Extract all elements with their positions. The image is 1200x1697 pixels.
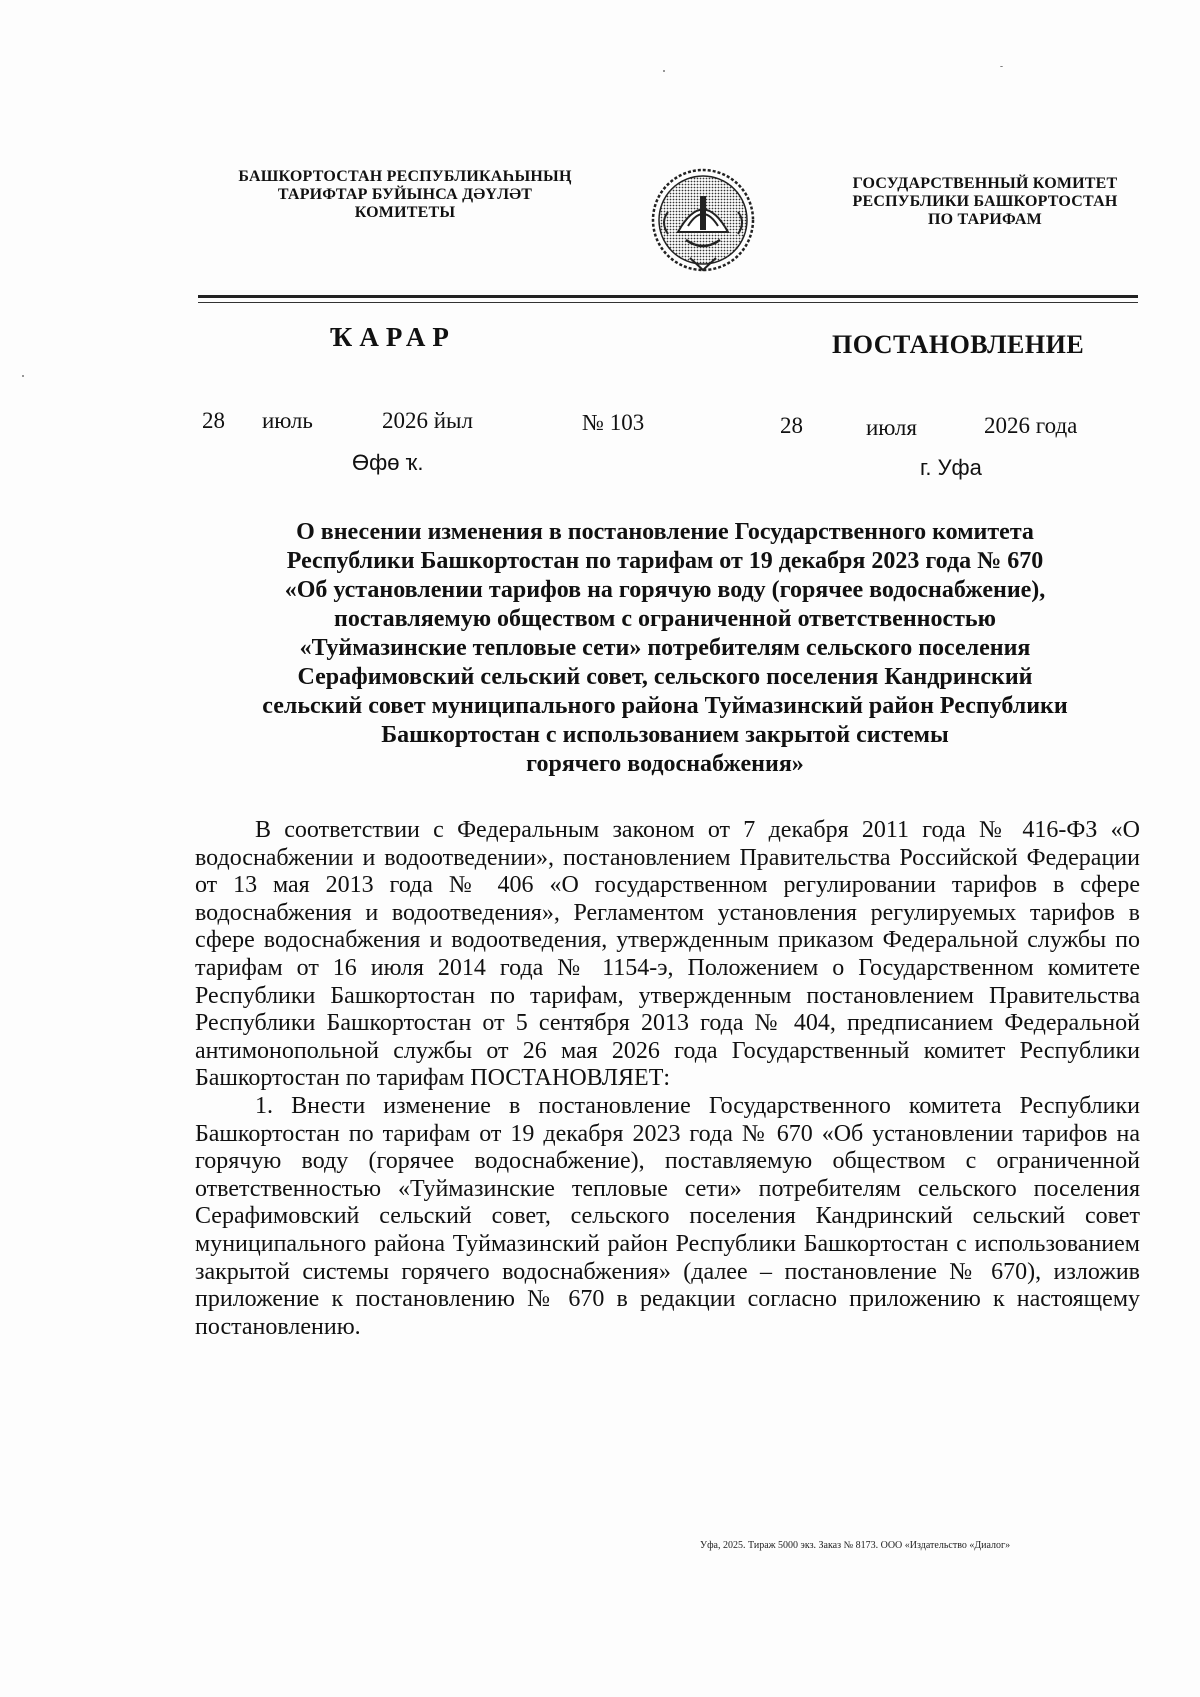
date-right-month: июля (866, 415, 917, 440)
header-left-line-3: КОМИТЕТЫ (354, 204, 456, 221)
header-right-line-1: ГОСУДАРСТВЕННЫЙ КОМИТЕТ (852, 175, 1118, 192)
body-paragraph-1: В соответствии с Федеральным законом от 7 декабря 2011 года № 416-ФЗ «О водоснабжении и водоотведении», постановлением Правительства Российской Федерации от 13 мая 2013 года № 406 «О государственном регулировании тарифов в сфере водоснабжения и водоотведения», Регламентом установления регулируемых тарифов в сфере водоснабжения и водоотведения, утвержденным приказом Федеральной службы по тарифам от 16 июля 2014 года № 1154-э, Положением о Государственном комитете Республики Башкортостан по тарифам, утвержденным постановлением Правительства Республики Башкортостан от 5 сентября 2013 года № 404, предписанием Федеральной антимонопольной службы от 26 мая 2026 года Государственный комитет Республики Башкортостан по тарифам ПОСТАНОВЛЯЕТ: (195, 817, 1140, 1092)
header-left-line-2: ТАРИФТАР БУЙЫНСА ДӘҮЛӘТ (277, 186, 533, 203)
document-title-line: Серафимовский сельский совет, сельского поселения Кандринский (297, 664, 1033, 690)
header-divider-thick (198, 295, 1138, 298)
scan-speck (1000, 66, 1003, 67)
scan-speck (22, 375, 24, 377)
document-title-line: поставляемую обществом с ограниченной ответственностью (334, 606, 996, 632)
document-title-line: горячего водоснабжения» (526, 751, 804, 777)
date-right-day: 28 (780, 413, 803, 438)
city-left: Өфө ҡ. (352, 450, 424, 475)
date-left-month: июль (262, 408, 313, 433)
header-left-bashkir (195, 168, 615, 222)
date-left-year: 2026 йыл (382, 408, 473, 433)
header-right-line-2: РЕСПУБЛИКИ БАШКОРТОСТАН (852, 193, 1118, 210)
document-title (190, 518, 1140, 779)
document-title-line: Республики Башкортостан по тарифам от 19 декабря 2023 года № 670 (286, 548, 1044, 574)
header-right-line-3: ПО ТАРИФАМ (928, 211, 1042, 228)
document-body (195, 817, 1140, 1341)
scan-speck (663, 70, 665, 72)
title-postanovlenie: ПОСТАНОВЛЕНИЕ (832, 330, 1085, 359)
document-title-line: «Об установлении тарифов на горячую воду (горячее водоснабжение), (284, 577, 1046, 603)
city-right: г. Уфа (920, 455, 982, 480)
document-title-line: «Туймазинские тепловые сети» потребителям сельского поселения (299, 635, 1031, 661)
coat-of-arms-icon (648, 162, 758, 280)
document-title-line: сельский совет муниципального района Туймазинский район Республики (262, 693, 1068, 719)
date-left-day: 28 (202, 408, 225, 433)
document-title-line: Башкортостан с использованием закрытой системы (381, 722, 949, 748)
header-divider-thin (198, 302, 1138, 303)
document-title-line: О внесении изменения в постановление Государственного комитета (296, 519, 1034, 545)
document-number: № 103 (582, 410, 645, 435)
body-paragraph-2: 1. Внести изменение в постановление Государственного комитета Республики Башкортостан по тарифам от 19 декабря 2023 года № 670 «Об установлении тарифов на горячую воду (горячее водоснабжение), поставляемую обществом с ограниченной ответственностью «Туймазинские тепловые сети» потребителям сельского поселения Серафимовский сельский совет, сельского поселения Кандринский сельский совет муниципального района Туймазинский район Республики Башкортостан с использованием закрытой системы горячего водоснабжения» (далее – постановление № 670), изложив приложение к постановлению № 670 в редакции согласно приложению к настоящему постановлению. (195, 1092, 1140, 1340)
title-karar: ҠАРАР (330, 322, 456, 352)
header-right-russian (820, 175, 1150, 229)
header-left-line-1: БАШКОРТОСТАН РЕСПУБЛИКАҺЫНЫҢ (238, 168, 572, 185)
date-right-year: 2026 года (984, 413, 1078, 438)
print-footer: Уфа, 2025. Тираж 5000 экз. Заказ № 8173. ООО «Издательство «Диалог» (700, 1540, 1011, 1551)
